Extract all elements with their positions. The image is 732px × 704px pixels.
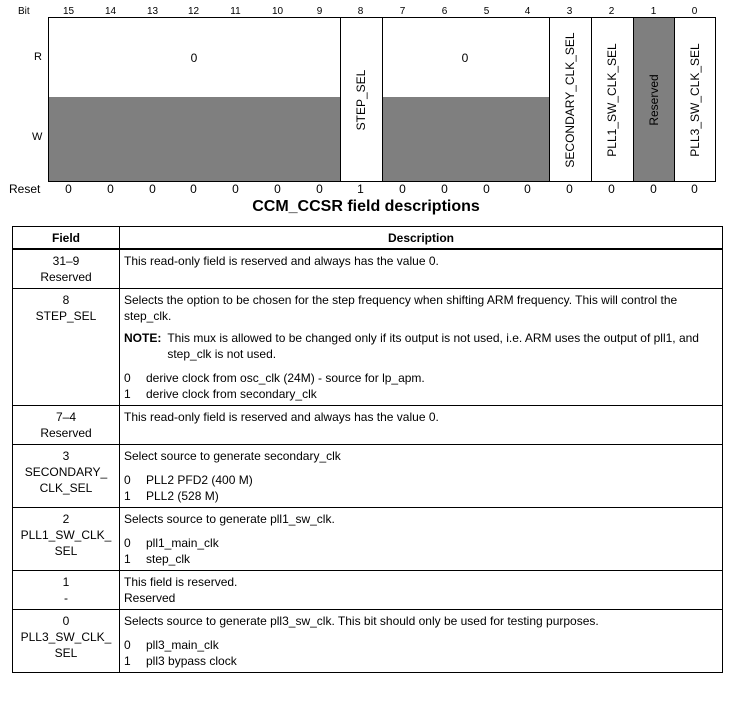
reserved-write-mid	[382, 97, 549, 181]
field-cell	[13, 610, 120, 673]
description-text: This read-only field is reserved and always has the value 0.	[124, 254, 439, 268]
field-cell	[13, 289, 120, 406]
note-label: NOTE:	[124, 331, 162, 345]
bit-number: 10	[271, 6, 284, 17]
enum-item: 1 PLL2 (528 M)	[124, 489, 219, 503]
bit-number: 14	[104, 6, 117, 17]
reset-value: 0	[65, 182, 72, 196]
enum-item: 0 pll3_main_clk	[124, 638, 219, 652]
bit-number: 9	[316, 6, 323, 17]
field-bits: 7–4	[55, 410, 77, 424]
bit-number: 11	[230, 6, 241, 17]
field-name: PLL1_SW_CLK_	[20, 528, 112, 542]
reserved-write-high	[48, 97, 340, 181]
description-text: Selects the option to be chosen for the step frequency when shifting ARM frequency. This will control the step_clk.	[124, 293, 678, 323]
secondary-clk-sel-field: SECONDARY_CLK_SEL	[563, 32, 577, 168]
field-bits: 3	[62, 449, 70, 463]
table-row	[13, 610, 723, 673]
note-text: This mux is allowed to be changed only if its output is not used, i.e. ARM uses the output of pll1, and step_clk is not used.	[167, 331, 699, 361]
reserved-high-read-value: 0	[190, 51, 198, 65]
field-name: PLL3_SW_CLK_	[20, 630, 112, 644]
reset-value: 0	[524, 182, 531, 196]
reset-value: 0	[566, 182, 573, 196]
enum-item: 1 pll3 bypass clock	[124, 654, 237, 668]
table-row	[13, 508, 723, 571]
field-name: Reserved	[40, 270, 92, 284]
field-name: SEL	[54, 646, 78, 660]
description-column-header: Description	[120, 227, 723, 250]
field-cell	[13, 508, 120, 571]
description-text: This field is reserved.	[124, 575, 238, 589]
description-text: Selects source to generate pll3_sw_clk. This bit should only be used for testing purposes.	[124, 614, 599, 628]
reserved-field: Reserved	[647, 74, 661, 126]
description-text: This read-only field is reserved and always has the value 0.	[124, 410, 439, 424]
bit-number: 8	[357, 6, 364, 17]
reset-value: 0	[274, 182, 281, 196]
description-cell	[120, 508, 723, 571]
table-row	[13, 406, 723, 445]
note-block	[124, 330, 718, 362]
description-cell	[120, 289, 723, 406]
description-text: Reserved	[124, 591, 176, 605]
enum-item: 0 PLL2 PFD2 (400 M)	[124, 473, 253, 487]
pll1-sw-clk-sel-field: PLL1_SW_CLK_SEL	[605, 43, 619, 157]
description-cell	[120, 571, 723, 610]
bit-number: 13	[146, 6, 159, 17]
step-sel-field: STEP_SEL	[354, 69, 368, 131]
bit-number: 12	[187, 6, 200, 17]
description-cell	[120, 445, 723, 508]
bit-number: 15	[62, 6, 75, 17]
enum-item: 0 pll1_main_clk	[124, 536, 219, 550]
field-cell	[13, 406, 120, 445]
table-header-row	[13, 227, 723, 250]
write-row-label: W	[32, 131, 43, 143]
field-column-header: Field	[13, 227, 120, 250]
field-name: SECONDARY_	[24, 465, 108, 479]
field-bits: 1	[62, 575, 70, 589]
bit-number: 5	[483, 6, 490, 17]
description-text: Select source to generate secondary_clk	[124, 449, 341, 463]
description-cell	[120, 610, 723, 673]
field-name: STEP_SEL	[35, 309, 97, 323]
reset-value: 0	[441, 182, 448, 196]
table-row	[13, 571, 723, 610]
pll3-sw-clk-sel-field: PLL3_SW_CLK_SEL	[688, 43, 702, 157]
enum-item: 0 derive clock from osc_clk (24M) - source for lp_apm.	[124, 371, 425, 385]
table-row	[13, 445, 723, 508]
bit-number: 7	[399, 6, 406, 17]
description-cell	[120, 406, 723, 445]
field-bits: 0	[62, 614, 70, 628]
table-title: CCM_CCSR field descriptions	[252, 198, 480, 215]
register-grid	[48, 17, 716, 182]
reset-value: 1	[357, 182, 364, 196]
field-cell	[13, 571, 120, 610]
reset-value: 0	[149, 182, 156, 196]
reset-value: 0	[232, 182, 239, 196]
field-cell	[13, 445, 120, 508]
reset-value: 0	[608, 182, 615, 196]
bit-number: 1	[650, 6, 657, 17]
field-bits: 2	[62, 512, 70, 526]
description-cell	[120, 249, 723, 289]
enum-item: 1 derive clock from secondary_clk	[124, 387, 317, 401]
reset-value: 0	[190, 182, 197, 196]
register-diagram	[0, 0, 732, 200]
field-name: CLK_SEL	[39, 481, 93, 495]
field-cell	[13, 249, 120, 289]
reset-value: 0	[107, 182, 114, 196]
reserved-mid-read-value: 0	[461, 51, 469, 65]
table-row	[13, 249, 723, 289]
bit-number: 3	[566, 6, 573, 17]
field-name: Reserved	[40, 426, 92, 440]
field-name: -	[64, 591, 68, 605]
reset-row-label: Reset	[9, 182, 41, 196]
table-row	[13, 289, 723, 406]
field-bits: 8	[62, 293, 70, 307]
field-bits: 31–9	[52, 254, 80, 268]
field-descriptions-table	[12, 226, 723, 673]
field-name: SEL	[54, 544, 78, 558]
enum-item: 1 step_clk	[124, 552, 191, 566]
read-row-label: R	[34, 51, 42, 63]
bit-label: Bit	[18, 6, 30, 17]
reset-value: 0	[316, 182, 323, 196]
bit-number: 6	[441, 6, 448, 17]
bit-number: 2	[608, 6, 615, 17]
reset-value: 0	[650, 182, 657, 196]
reset-value: 0	[399, 182, 406, 196]
bit-number: 0	[691, 6, 698, 17]
bit-number: 4	[524, 6, 531, 17]
reset-value: 0	[483, 182, 490, 196]
description-text: Selects source to generate pll1_sw_clk.	[124, 512, 335, 526]
reset-value: 0	[691, 182, 698, 196]
